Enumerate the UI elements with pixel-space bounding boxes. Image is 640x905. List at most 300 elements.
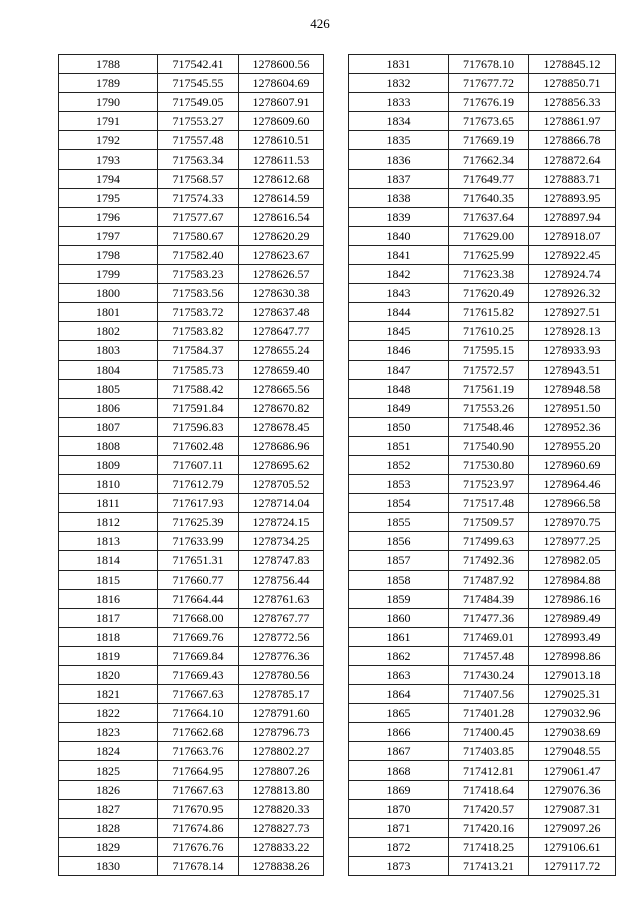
table-row <box>349 494 616 513</box>
y-coordinate-cell: 1278616.54 <box>239 207 324 226</box>
x-coordinate-cell: 717669.84 <box>158 646 239 665</box>
y-coordinate-cell: 1278611.53 <box>239 150 324 169</box>
y-coordinate-cell: 1278796.73 <box>239 723 324 742</box>
table-row <box>349 551 616 570</box>
point-number-cell: 1855 <box>349 513 449 532</box>
x-coordinate-cell: 717612.79 <box>158 475 239 494</box>
x-coordinate-cell: 717583.72 <box>158 303 239 322</box>
point-number-cell: 1814 <box>59 551 158 570</box>
y-coordinate-cell: 1278982.05 <box>529 551 616 570</box>
point-number-cell: 1841 <box>349 245 449 264</box>
x-coordinate-cell: 717649.77 <box>449 169 529 188</box>
point-number-cell: 1799 <box>59 265 158 284</box>
table-row <box>59 417 324 436</box>
y-coordinate-cell: 1278761.63 <box>239 589 324 608</box>
x-coordinate-cell: 717676.76 <box>158 837 239 856</box>
point-number-cell: 1819 <box>59 646 158 665</box>
point-number-cell: 1824 <box>59 742 158 761</box>
point-number-cell: 1801 <box>59 303 158 322</box>
point-number-cell: 1804 <box>59 360 158 379</box>
table-row <box>59 589 324 608</box>
point-number-cell: 1826 <box>59 780 158 799</box>
point-number-cell: 1791 <box>59 112 158 131</box>
x-coordinate-cell: 717625.99 <box>449 245 529 264</box>
point-number-cell: 1862 <box>349 646 449 665</box>
x-coordinate-cell: 717625.39 <box>158 513 239 532</box>
x-coordinate-cell: 717583.56 <box>158 284 239 303</box>
x-coordinate-cell: 717430.24 <box>449 666 529 685</box>
y-coordinate-cell: 1278600.56 <box>239 55 324 74</box>
y-coordinate-cell: 1278960.69 <box>529 455 616 474</box>
x-coordinate-cell: 717678.10 <box>449 55 529 74</box>
point-number-cell: 1811 <box>59 494 158 513</box>
table-row <box>349 207 616 226</box>
point-number-cell: 1834 <box>349 112 449 131</box>
point-number-cell: 1825 <box>59 761 158 780</box>
table-row <box>349 188 616 207</box>
point-number-cell: 1852 <box>349 455 449 474</box>
point-number-cell: 1795 <box>59 188 158 207</box>
table-row <box>349 818 616 837</box>
y-coordinate-cell: 1278626.57 <box>239 265 324 284</box>
point-number-cell: 1872 <box>349 837 449 856</box>
y-coordinate-cell: 1278893.95 <box>529 188 616 207</box>
y-coordinate-cell: 1279106.61 <box>529 837 616 856</box>
table-row <box>59 837 324 856</box>
point-number-cell: 1867 <box>349 742 449 761</box>
table-row <box>349 360 616 379</box>
y-coordinate-cell: 1279025.31 <box>529 685 616 704</box>
y-coordinate-cell: 1278856.33 <box>529 93 616 112</box>
x-coordinate-cell: 717484.39 <box>449 589 529 608</box>
table-row <box>59 646 324 665</box>
point-number-cell: 1856 <box>349 532 449 551</box>
table-row <box>349 704 616 723</box>
table-row <box>349 627 616 646</box>
table-row <box>59 704 324 723</box>
x-coordinate-cell: 717517.48 <box>449 494 529 513</box>
x-coordinate-cell: 717667.63 <box>158 685 239 704</box>
table-row <box>349 589 616 608</box>
point-number-cell: 1869 <box>349 780 449 799</box>
table-row <box>59 685 324 704</box>
table-row <box>59 780 324 799</box>
point-number-cell: 1850 <box>349 417 449 436</box>
table-row <box>349 532 616 551</box>
point-number-cell: 1828 <box>59 818 158 837</box>
table-row <box>349 856 616 875</box>
table-row <box>59 494 324 513</box>
y-coordinate-cell: 1278918.07 <box>529 226 616 245</box>
point-number-cell: 1788 <box>59 55 158 74</box>
point-number-cell: 1816 <box>59 589 158 608</box>
y-coordinate-cell: 1278977.25 <box>529 532 616 551</box>
x-coordinate-cell: 717633.99 <box>158 532 239 551</box>
point-number-cell: 1789 <box>59 74 158 93</box>
x-coordinate-cell: 717674.86 <box>158 818 239 837</box>
point-number-cell: 1796 <box>59 207 158 226</box>
x-coordinate-cell: 717677.72 <box>449 74 529 93</box>
y-coordinate-cell: 1278833.22 <box>239 837 324 856</box>
point-number-cell: 1817 <box>59 608 158 627</box>
y-coordinate-cell: 1278813.80 <box>239 780 324 799</box>
table-row <box>59 93 324 112</box>
table-row <box>59 303 324 322</box>
x-coordinate-cell: 717668.00 <box>158 608 239 627</box>
point-number-cell: 1805 <box>59 379 158 398</box>
y-coordinate-cell: 1278966.58 <box>529 494 616 513</box>
table-row <box>59 226 324 245</box>
table-row <box>59 532 324 551</box>
table-row <box>349 608 616 627</box>
x-coordinate-cell: 717469.01 <box>449 627 529 646</box>
table-row <box>59 55 324 74</box>
point-number-cell: 1851 <box>349 436 449 455</box>
x-coordinate-cell: 717499.63 <box>449 532 529 551</box>
point-number-cell: 1797 <box>59 226 158 245</box>
x-coordinate-cell: 717670.95 <box>158 799 239 818</box>
y-coordinate-cell: 1278861.97 <box>529 112 616 131</box>
table-row <box>59 666 324 685</box>
x-coordinate-cell: 717412.81 <box>449 761 529 780</box>
table-row <box>59 265 324 284</box>
x-coordinate-cell: 717401.28 <box>449 704 529 723</box>
x-coordinate-cell: 717582.40 <box>158 245 239 264</box>
x-coordinate-cell: 717420.16 <box>449 818 529 837</box>
y-coordinate-cell: 1279038.69 <box>529 723 616 742</box>
table-row <box>349 436 616 455</box>
point-number-cell: 1873 <box>349 856 449 875</box>
point-number-cell: 1842 <box>349 265 449 284</box>
y-coordinate-cell: 1278820.33 <box>239 799 324 818</box>
point-number-cell: 1806 <box>59 398 158 417</box>
y-coordinate-cell: 1278705.52 <box>239 475 324 494</box>
x-coordinate-cell: 717542.41 <box>158 55 239 74</box>
y-coordinate-cell: 1278933.93 <box>529 341 616 360</box>
table-row <box>349 265 616 284</box>
point-number-cell: 1833 <box>349 93 449 112</box>
x-coordinate-cell: 717651.31 <box>158 551 239 570</box>
y-coordinate-cell: 1278970.75 <box>529 513 616 532</box>
x-coordinate-cell: 717678.14 <box>158 856 239 875</box>
table-row <box>349 799 616 818</box>
table-row <box>59 627 324 646</box>
x-coordinate-cell: 717572.57 <box>449 360 529 379</box>
point-number-cell: 1807 <box>59 417 158 436</box>
table-row <box>59 74 324 93</box>
x-coordinate-cell: 717509.57 <box>449 513 529 532</box>
x-coordinate-cell: 717477.36 <box>449 608 529 627</box>
y-coordinate-cell: 1278614.59 <box>239 188 324 207</box>
x-coordinate-cell: 717595.15 <box>449 341 529 360</box>
x-coordinate-cell: 717669.76 <box>158 627 239 646</box>
point-number-cell: 1818 <box>59 627 158 646</box>
table-row <box>59 284 324 303</box>
point-number-cell: 1859 <box>349 589 449 608</box>
table-row <box>349 112 616 131</box>
x-coordinate-cell: 717662.34 <box>449 150 529 169</box>
table-row <box>59 436 324 455</box>
table-row <box>349 742 616 761</box>
x-coordinate-cell: 717563.34 <box>158 150 239 169</box>
table-row <box>59 360 324 379</box>
y-coordinate-cell: 1279048.55 <box>529 742 616 761</box>
table-row <box>59 131 324 150</box>
x-coordinate-cell: 717662.68 <box>158 723 239 742</box>
point-number-cell: 1870 <box>349 799 449 818</box>
table-row <box>349 55 616 74</box>
table-row <box>59 341 324 360</box>
y-coordinate-cell: 1278724.15 <box>239 513 324 532</box>
x-coordinate-cell: 717418.64 <box>449 780 529 799</box>
point-number-cell: 1836 <box>349 150 449 169</box>
x-coordinate-cell: 717617.93 <box>158 494 239 513</box>
table-row <box>349 303 616 322</box>
x-coordinate-cell: 717530.80 <box>449 455 529 474</box>
x-coordinate-cell: 717487.92 <box>449 570 529 589</box>
x-coordinate-cell: 717607.11 <box>158 455 239 474</box>
table-row <box>349 74 616 93</box>
y-coordinate-cell: 1278922.45 <box>529 245 616 264</box>
x-coordinate-cell: 717663.76 <box>158 742 239 761</box>
point-number-cell: 1822 <box>59 704 158 723</box>
x-coordinate-cell: 717583.82 <box>158 322 239 341</box>
point-number-cell: 1854 <box>349 494 449 513</box>
x-coordinate-cell: 717545.55 <box>158 74 239 93</box>
y-coordinate-cell: 1278924.74 <box>529 265 616 284</box>
x-coordinate-cell: 717602.48 <box>158 436 239 455</box>
x-coordinate-cell: 717669.19 <box>449 131 529 150</box>
y-coordinate-cell: 1278695.62 <box>239 455 324 474</box>
point-number-cell: 1829 <box>59 837 158 856</box>
point-number-cell: 1823 <box>59 723 158 742</box>
table-row <box>349 322 616 341</box>
y-coordinate-cell: 1279076.36 <box>529 780 616 799</box>
table-row <box>59 856 324 875</box>
point-number-cell: 1812 <box>59 513 158 532</box>
y-coordinate-cell: 1278993.49 <box>529 627 616 646</box>
point-number-cell: 1821 <box>59 685 158 704</box>
y-coordinate-cell: 1278926.32 <box>529 284 616 303</box>
point-number-cell: 1809 <box>59 455 158 474</box>
y-coordinate-cell: 1278807.26 <box>239 761 324 780</box>
table-row <box>59 188 324 207</box>
x-coordinate-cell: 717523.97 <box>449 475 529 494</box>
table-row <box>349 455 616 474</box>
table-row <box>59 513 324 532</box>
point-number-cell: 1838 <box>349 188 449 207</box>
y-coordinate-cell: 1278927.51 <box>529 303 616 322</box>
x-coordinate-cell: 717583.23 <box>158 265 239 284</box>
point-number-cell: 1803 <box>59 341 158 360</box>
y-coordinate-cell: 1278989.49 <box>529 608 616 627</box>
x-coordinate-cell: 717620.49 <box>449 284 529 303</box>
y-coordinate-cell: 1278620.29 <box>239 226 324 245</box>
table-row <box>349 169 616 188</box>
y-coordinate-cell: 1278747.83 <box>239 551 324 570</box>
table-row <box>349 513 616 532</box>
table-row <box>349 570 616 589</box>
x-coordinate-cell: 717637.64 <box>449 207 529 226</box>
point-number-cell: 1848 <box>349 379 449 398</box>
point-number-cell: 1843 <box>349 284 449 303</box>
point-number-cell: 1863 <box>349 666 449 685</box>
table-row <box>349 780 616 799</box>
point-number-cell: 1860 <box>349 608 449 627</box>
y-coordinate-cell: 1278637.48 <box>239 303 324 322</box>
y-coordinate-cell: 1278686.96 <box>239 436 324 455</box>
table-row <box>349 245 616 264</box>
table-row <box>59 379 324 398</box>
x-coordinate-cell: 717577.67 <box>158 207 239 226</box>
table-row <box>349 475 616 494</box>
y-coordinate-cell: 1278872.64 <box>529 150 616 169</box>
table-row <box>349 379 616 398</box>
point-number-cell: 1808 <box>59 436 158 455</box>
point-number-cell: 1837 <box>349 169 449 188</box>
y-coordinate-cell: 1278998.86 <box>529 646 616 665</box>
coordinates-table-left <box>58 54 324 876</box>
point-number-cell: 1853 <box>349 475 449 494</box>
table-row <box>59 398 324 417</box>
x-coordinate-cell: 717673.65 <box>449 112 529 131</box>
y-coordinate-cell: 1278955.20 <box>529 436 616 455</box>
point-number-cell: 1800 <box>59 284 158 303</box>
x-coordinate-cell: 717664.10 <box>158 704 239 723</box>
x-coordinate-cell: 717660.77 <box>158 570 239 589</box>
y-coordinate-cell: 1278734.25 <box>239 532 324 551</box>
y-coordinate-cell: 1278612.68 <box>239 169 324 188</box>
table-row <box>349 666 616 685</box>
table-row <box>349 837 616 856</box>
page-number: 426 <box>310 16 330 31</box>
point-number-cell: 1864 <box>349 685 449 704</box>
table-row <box>349 723 616 742</box>
y-coordinate-cell: 1278609.60 <box>239 112 324 131</box>
y-coordinate-cell: 1278883.71 <box>529 169 616 188</box>
y-coordinate-cell: 1278772.56 <box>239 627 324 646</box>
y-coordinate-cell: 1279032.96 <box>529 704 616 723</box>
point-number-cell: 1798 <box>59 245 158 264</box>
y-coordinate-cell: 1278986.16 <box>529 589 616 608</box>
point-number-cell: 1835 <box>349 131 449 150</box>
y-coordinate-cell: 1278785.17 <box>239 685 324 704</box>
y-coordinate-cell: 1278897.94 <box>529 207 616 226</box>
x-coordinate-cell: 717420.57 <box>449 799 529 818</box>
x-coordinate-cell: 717629.00 <box>449 226 529 245</box>
point-number-cell: 1793 <box>59 150 158 169</box>
y-coordinate-cell: 1278670.82 <box>239 398 324 417</box>
x-coordinate-cell: 717667.63 <box>158 780 239 799</box>
y-coordinate-cell: 1278951.50 <box>529 398 616 417</box>
x-coordinate-cell: 717640.35 <box>449 188 529 207</box>
x-coordinate-cell: 717669.43 <box>158 666 239 685</box>
y-coordinate-cell: 1278630.38 <box>239 284 324 303</box>
y-coordinate-cell: 1279117.72 <box>529 856 616 875</box>
x-coordinate-cell: 717591.84 <box>158 398 239 417</box>
y-coordinate-cell: 1278948.58 <box>529 379 616 398</box>
x-coordinate-cell: 717623.38 <box>449 265 529 284</box>
table-row <box>59 112 324 131</box>
x-coordinate-cell: 717664.44 <box>158 589 239 608</box>
x-coordinate-cell: 717580.67 <box>158 226 239 245</box>
x-coordinate-cell: 717400.45 <box>449 723 529 742</box>
table-row <box>59 723 324 742</box>
y-coordinate-cell: 1278827.73 <box>239 818 324 837</box>
table-row <box>59 570 324 589</box>
x-coordinate-cell: 717540.90 <box>449 436 529 455</box>
x-coordinate-cell: 717561.19 <box>449 379 529 398</box>
point-number-cell: 1866 <box>349 723 449 742</box>
x-coordinate-cell: 717615.82 <box>449 303 529 322</box>
point-number-cell: 1844 <box>349 303 449 322</box>
point-number-cell: 1790 <box>59 93 158 112</box>
x-coordinate-cell: 717553.27 <box>158 112 239 131</box>
y-coordinate-cell: 1278623.67 <box>239 245 324 264</box>
x-coordinate-cell: 717568.57 <box>158 169 239 188</box>
point-number-cell: 1847 <box>349 360 449 379</box>
x-coordinate-cell: 717676.19 <box>449 93 529 112</box>
table-row <box>349 341 616 360</box>
point-number-cell: 1857 <box>349 551 449 570</box>
y-coordinate-cell: 1278838.26 <box>239 856 324 875</box>
point-number-cell: 1827 <box>59 799 158 818</box>
y-coordinate-cell: 1278655.24 <box>239 341 324 360</box>
y-coordinate-cell: 1278607.91 <box>239 93 324 112</box>
y-coordinate-cell: 1278610.51 <box>239 131 324 150</box>
table-row <box>59 150 324 169</box>
table-row <box>59 245 324 264</box>
point-number-cell: 1840 <box>349 226 449 245</box>
point-number-cell: 1810 <box>59 475 158 494</box>
y-coordinate-cell: 1278776.36 <box>239 646 324 665</box>
y-coordinate-cell: 1278659.40 <box>239 360 324 379</box>
y-coordinate-cell: 1279061.47 <box>529 761 616 780</box>
y-coordinate-cell: 1279097.26 <box>529 818 616 837</box>
table-row <box>59 207 324 226</box>
point-number-cell: 1849 <box>349 398 449 417</box>
table-row <box>349 226 616 245</box>
y-coordinate-cell: 1278780.56 <box>239 666 324 685</box>
y-coordinate-cell: 1278802.27 <box>239 742 324 761</box>
y-coordinate-cell: 1278714.04 <box>239 494 324 513</box>
point-number-cell: 1846 <box>349 341 449 360</box>
point-number-cell: 1831 <box>349 55 449 74</box>
table-row <box>349 685 616 704</box>
x-coordinate-cell: 717610.25 <box>449 322 529 341</box>
point-number-cell: 1792 <box>59 131 158 150</box>
table-row <box>349 93 616 112</box>
y-coordinate-cell: 1278665.56 <box>239 379 324 398</box>
x-coordinate-cell: 717418.25 <box>449 837 529 856</box>
y-coordinate-cell: 1279013.18 <box>529 666 616 685</box>
table-row <box>59 818 324 837</box>
x-coordinate-cell: 717403.85 <box>449 742 529 761</box>
point-number-cell: 1868 <box>349 761 449 780</box>
table-row <box>59 608 324 627</box>
table-row <box>349 417 616 436</box>
x-coordinate-cell: 717588.42 <box>158 379 239 398</box>
table-row <box>349 131 616 150</box>
y-coordinate-cell: 1278952.36 <box>529 417 616 436</box>
y-coordinate-cell: 1278845.12 <box>529 55 616 74</box>
point-number-cell: 1865 <box>349 704 449 723</box>
y-coordinate-cell: 1278850.71 <box>529 74 616 93</box>
x-coordinate-cell: 717548.46 <box>449 417 529 436</box>
x-coordinate-cell: 717596.83 <box>158 417 239 436</box>
point-number-cell: 1832 <box>349 74 449 93</box>
x-coordinate-cell: 717553.26 <box>449 398 529 417</box>
